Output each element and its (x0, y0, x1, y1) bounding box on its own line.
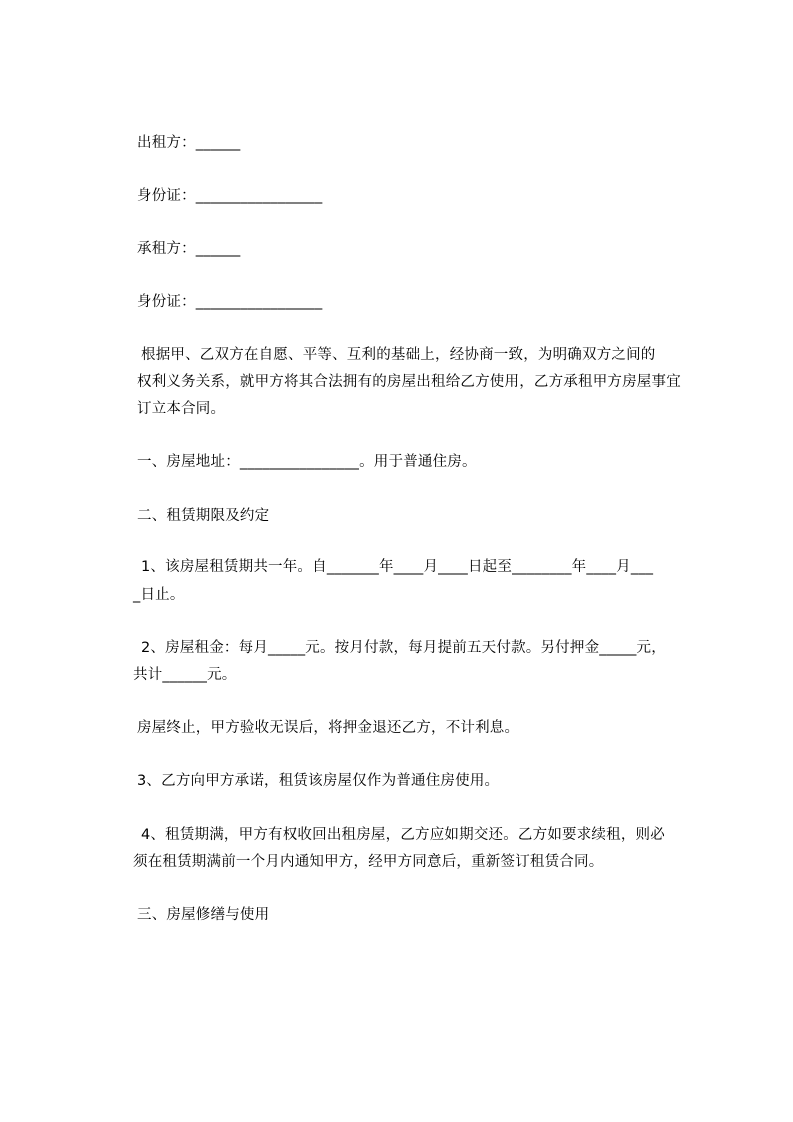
clause-2-line-2: 共计______元。 (133, 667, 237, 683)
section-1-address: 一、房屋地址：________________。用于普通住房。 (137, 454, 477, 470)
clause-1-line-1: 1、该房屋租赁期共一年。自_______年____月____日起至________年____月___ (141, 559, 654, 575)
lessor-id-line: 身份证：_________________ (137, 188, 323, 204)
lessee-line: 承租方：______ (137, 241, 241, 257)
preamble-line-2: 权利义务关系，就甲方将其合法拥有的房屋出租给乙方使用，乙方承租甲方房屋事宜 (137, 374, 681, 390)
clause-2-line-1: 2、房屋租金：每月_____元。按月付款，每月提前五天付款。另付押金_____元， (141, 640, 666, 656)
clause-3: 3、乙方向甲方承诺，租赁该房屋仅作为普通住房使用。 (137, 773, 500, 789)
lessor-line: 出租方：______ (137, 135, 241, 151)
lessee-id-line: 身份证：_________________ (137, 294, 323, 310)
deposit-return-line: 房屋终止，甲方验收无误后，将押金退还乙方，不计利息。 (137, 720, 520, 736)
preamble-line-1: 根据甲、乙双方在自愿、平等、互利的基础上，经协商一致，为明确双方之间的 (141, 347, 656, 363)
clause-4-line-2: 须在租赁期满前一个月内通知甲方，经甲方同意后，重新签订租赁合同。 (133, 854, 604, 870)
section-3-heading: 三、房屋修缮与使用 (137, 907, 270, 923)
clause-1-line-2: _日止。 (133, 587, 185, 603)
section-2-heading: 二、租赁期限及约定 (137, 508, 270, 524)
preamble-line-3: 订立本合同。 (137, 401, 226, 417)
clause-4-line-1: 4、租赁期满，甲方有权收回出租房屋，乙方应如期交还。乙方如要求续租，则必 (141, 827, 665, 843)
